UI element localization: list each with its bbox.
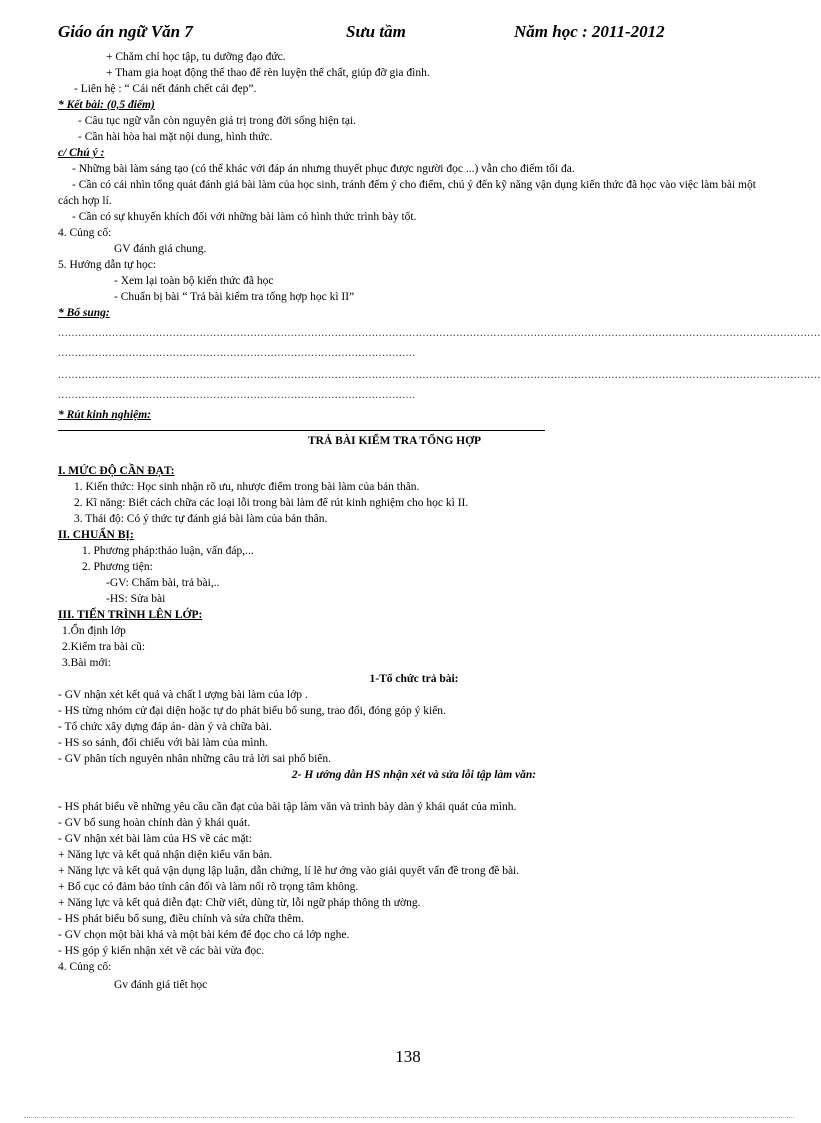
page-number: 138 xyxy=(395,1047,421,1066)
text-line: - Chuẩn bị bài “ Trả bài kiểm tra tổng hợp học kì II” xyxy=(114,291,355,303)
text-line: - GV nhận xét kết quả và chất l ượng bài làm của lớp . xyxy=(58,689,308,701)
text-line: 3. Thái độ: Có ý thức tự đánh giá bài làm của bản thân. xyxy=(74,513,328,525)
heading-ket-bai: * Kết bài: (0,5 điểm) xyxy=(58,99,155,111)
heading-cung-co: 4. Củng cố: xyxy=(58,961,112,973)
text-line: - Cần hài hòa hai mặt nội dung, hình thức. xyxy=(78,131,273,143)
header-source: Sưu tầm xyxy=(346,22,406,41)
heading-rut-kinh-nghiem: * Rút kinh nghiệm: xyxy=(58,409,151,421)
text-line: - HS từng nhóm cử đại diện hoặc tự do phát biểu bổ sung, trao đổi, đóng góp ý kiến. xyxy=(58,705,446,717)
text-line: - Những bài làm sáng tạo (có thể khác với đáp án nhưng thuyết phục được người đọc ...) vẫn cho điểm tối đa. xyxy=(72,163,575,175)
text-line: - HS phát biểu về những yêu cầu cần đạt của bài tập làm văn và trình bày dàn ý khái quát của mình. xyxy=(58,801,517,813)
text-line: + Năng lực và kết quả vận dụng lập luận, dẫn chứng, lí lẽ hư ớng vào giải quyết vấn đề trong đề bài. xyxy=(58,865,520,877)
text-line: - Câu tục ngữ vẫn còn nguyên giá trị trong đời sống hiện tại. xyxy=(78,115,357,127)
subheading-huong-dan-sua-loi: 2- H ướng dẫn HS nhận xét và sửa lỗi tập làm văn: xyxy=(291,769,537,781)
heading-chu-y: c/ Chú ý : xyxy=(58,147,105,159)
text-line: - HS phát biểu bổ sung, điều chỉnh và sửa chữa thêm. xyxy=(58,913,304,925)
text-paragraph: - Cần có cái nhìn tổng quát đánh giá bài làm của học sinh, tránh đếm ý cho điểm, chú ý đến kỹ năng vận dụng kiến thức đã học vào việc làm bài một cách hợp lí. xyxy=(58,179,756,207)
text-line: - GV phân tích nguyên nhân những câu trả lời sai phổ biến. xyxy=(58,753,332,765)
lesson-title: TRẢ BÀI KIỂM TRA TỔNG HỢP xyxy=(308,435,482,447)
text-line: - GV nhận xét bài làm của HS về các mặt: xyxy=(58,833,252,845)
header-subject: Giáo án ngữ Văn 7 xyxy=(58,22,193,41)
document-body xyxy=(58,49,821,993)
text-line: - Tổ chức xây dựng đáp án- dàn ý và chữa bài. xyxy=(58,721,272,733)
text-line: - Liên hệ : “ Cái nết đánh chết cái đẹp”. xyxy=(74,83,257,95)
heading-chuan-bi: II. CHUẨN BỊ: xyxy=(58,529,134,541)
text-line: -GV: Chấm bài, trả bài,.. xyxy=(106,577,220,589)
footer-dotted-line xyxy=(24,1117,794,1118)
dotted-fill-line: .................................................................................................................................................................................................................................. xyxy=(58,327,821,339)
dotted-fill-line: .......................................................................................................... xyxy=(58,389,416,401)
text-line: - GV chọn một bài khá và một bài kém để đọc cho cả lớp nghe. xyxy=(58,929,350,941)
text-line: - HS góp ý kiến nhận xét về các bài vừa đọc. xyxy=(58,945,265,957)
text-line: 3.Bài mới: xyxy=(62,657,111,669)
dotted-fill-line: .......................................................................................................... xyxy=(58,347,416,359)
text-line: + Chăm chỉ học tập, tu dưỡng đạo đức. xyxy=(106,51,286,63)
text-line: 1. Kiến thức: Học sinh nhận rõ ưu, nhược điểm trong bài làm của bản thân. xyxy=(74,481,420,493)
heading-muc-do-can-dat: I. MỨC ĐỘ CẦN ĐẠT: xyxy=(58,465,175,477)
heading-huong-dan: 5. Hướng dẫn tự học: xyxy=(58,259,157,271)
text-line: - GV bổ sung hoàn chỉnh dàn ý khái quát. xyxy=(58,817,251,829)
header-school-year: Năm học : 2011-2012 xyxy=(514,22,665,41)
text-line: 2. Kĩ năng: Biết cách chữa các loại lỗi trong bài làm để rút kinh nghiệm cho học kì II. xyxy=(74,497,469,509)
text-line: 1. Phương pháp:thảo luận, vấn đáp,... xyxy=(82,545,254,557)
text-line: -HS: Sửa bài xyxy=(106,593,166,605)
text-line: - Xem lại toàn bộ kiến thức đã học xyxy=(114,275,274,287)
text-line: + Bố cục có đảm bảo tính cân đối và làm nổi rõ trọng tâm không. xyxy=(58,881,359,893)
text-line: 2.Kiểm tra bài cũ: xyxy=(62,641,146,653)
text-line: Gv đánh giá tiết học xyxy=(114,979,208,991)
separator-line xyxy=(58,430,545,431)
heading-tien-trinh: III. TIẾN TRÌNH LÊN LỚP: xyxy=(58,609,203,621)
heading-bo-sung: * Bổ sung: xyxy=(58,307,110,319)
text-line: 2. Phương tiện: xyxy=(82,561,153,573)
dotted-fill-line: .................................................................................................................................................................................................................................. xyxy=(58,369,821,381)
text-line: - Cần có sự khuyến khích đối với những bài làm có hình thức trình bày tốt. xyxy=(72,211,417,223)
text-line: + Năng lực và kết quả diễn đạt: Chữ viết, dùng từ, lỗi ngữ pháp thông th ường. xyxy=(58,897,421,909)
text-line: GV đánh giá chung. xyxy=(114,243,207,255)
subheading-to-chuc-tra-bai: 1-Tổ chức trả bài: xyxy=(369,673,459,685)
text-line: + Tham gia hoạt động thể thao để rèn luyện thể chất, giúp đỡ gia đình. xyxy=(106,67,430,79)
text-line: - HS so sánh, đối chiếu với bài làm của mình. xyxy=(58,737,268,749)
text-line: 1.Ổn định lớp xyxy=(62,625,126,637)
heading-cung-co: 4. Củng cố: xyxy=(58,227,112,239)
text-line: + Năng lực và kết quả nhận diện kiểu văn bản. xyxy=(58,849,273,861)
